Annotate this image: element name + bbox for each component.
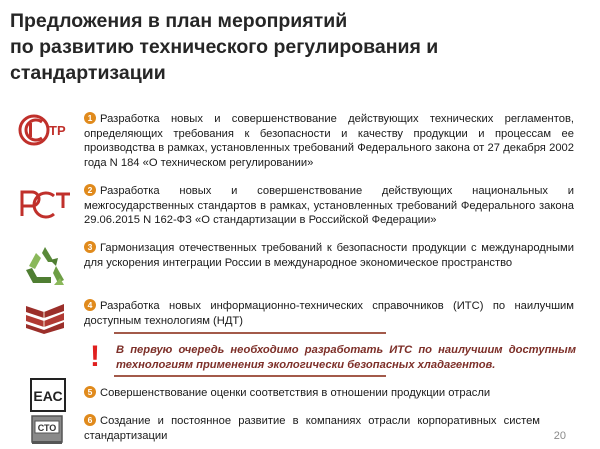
item-number-badge: 6	[84, 414, 96, 426]
list-item-3	[84, 241, 574, 270]
item-number-badge: 2	[84, 184, 96, 196]
list-item-5	[84, 386, 574, 401]
books-icon	[24, 302, 66, 334]
title-line-1: Предложения в план мероприятий	[10, 10, 348, 32]
title-line-2: по развитию технического регулирования и	[10, 36, 439, 58]
item-text: Гармонизация отечественных требований к безопасности продукции с международными для ускорения интеграции России в международное экономическое пространство	[84, 242, 574, 269]
item-number-badge: 1	[84, 112, 96, 124]
item-text: Создание и постоянное развитие в компаниях отрасли корпоративных систем стандартизации	[84, 415, 540, 442]
list-item-2	[84, 184, 574, 228]
divider-bottom	[114, 375, 386, 377]
exclamation-icon: !	[90, 340, 100, 373]
item-number-badge: 3	[84, 241, 96, 253]
page-number: 20	[553, 430, 566, 442]
title-line-3: стандартизации	[10, 62, 166, 84]
item-text: Разработка новых и совершенствование действующих технических регламентов, определяющих требования к безопасности и качеству продукции и процессам ее производства в рамках, установленных требований Федерального закона от 27 декабря 2002 года N 184 «О техническом регулировании»	[84, 113, 574, 169]
recycling-icon	[20, 244, 70, 288]
list-item-1	[84, 112, 574, 170]
sto-book-icon	[30, 414, 66, 446]
item-text: Разработка новых информационно-технических справочников (ИТС) по наилучшим доступным технологиям (НДТ)	[84, 300, 574, 327]
item-text: Совершенствование оценки соответствия в отношении продукции отрасли	[100, 387, 491, 399]
gost-r-certification-icon	[16, 112, 74, 148]
item-number-badge: 4	[84, 299, 96, 311]
svg-text:СТО: СТО	[37, 423, 57, 433]
item-number-badge: 5	[84, 386, 96, 398]
svg-text:ЕАС: ЕАС	[33, 388, 63, 404]
item-text: Разработка новых и совершенствование действующих национальных и межгосударственных стандартов в рамках, установленных требований Федерального закона 29.06.2015 N 162-ФЗ «О стандартизации в Российской Федерации»	[84, 185, 574, 227]
svg-text:ТР: ТР	[49, 123, 66, 138]
rst-certification-icon	[16, 186, 72, 222]
divider-top	[114, 332, 386, 334]
list-item-6	[84, 414, 540, 443]
slide-title	[10, 8, 570, 86]
list-item-4	[84, 299, 574, 328]
warning-text: В первую очередь необходимо разработать ИТС по наилучшим доступным технологиям применения экологически безопасных хладагентов.	[116, 344, 576, 371]
eac-mark-icon	[30, 378, 66, 412]
